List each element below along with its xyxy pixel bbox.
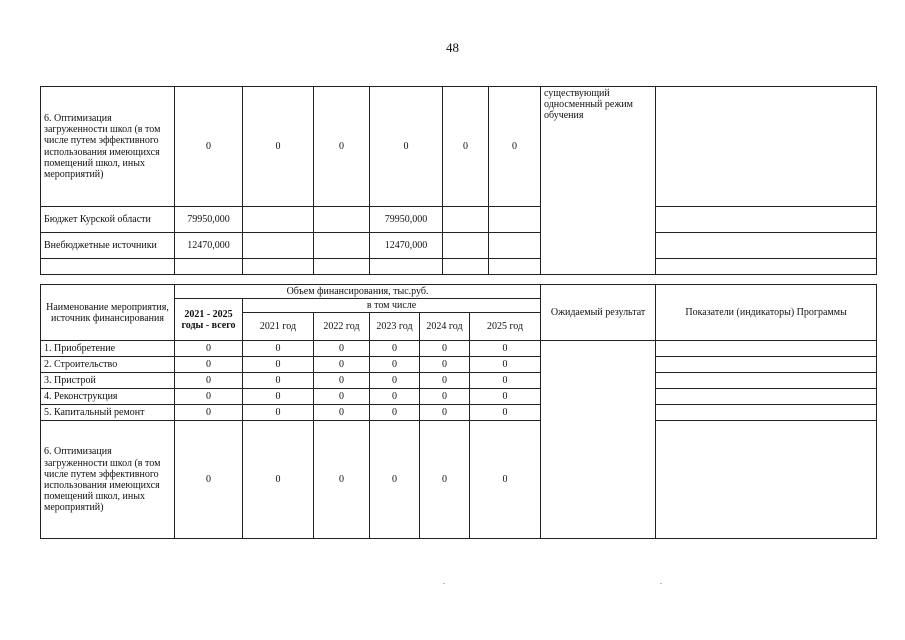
value-2025 bbox=[489, 207, 541, 233]
value-2025: 0 bbox=[470, 405, 541, 421]
value-2021: 0 bbox=[243, 341, 314, 357]
header-year: 2021 год bbox=[243, 313, 314, 341]
value-total: 0 bbox=[175, 373, 243, 389]
value-2023: 0 bbox=[370, 341, 420, 357]
table-row bbox=[41, 233, 877, 259]
value-2022 bbox=[314, 207, 370, 233]
scan-speck bbox=[443, 583, 445, 584]
page-number: 48 bbox=[446, 40, 459, 55]
table-row bbox=[41, 373, 877, 389]
value-total: 0 bbox=[175, 87, 243, 207]
value-2021: 0 bbox=[243, 357, 314, 373]
header-indicators: Показатели (индикаторы) Программы bbox=[656, 285, 877, 341]
value-2025: 0 bbox=[470, 341, 541, 357]
header-result: Ожидаемый результат bbox=[541, 285, 656, 341]
indicator-cell bbox=[656, 389, 877, 405]
header-year: 2025 год bbox=[470, 313, 541, 341]
value-2022 bbox=[314, 233, 370, 259]
value-total: 0 bbox=[175, 405, 243, 421]
header-measure: Наименование мероприятия, источник финансирования bbox=[41, 285, 175, 341]
value-2024: 0 bbox=[420, 405, 470, 421]
header-funding: Объем финансирования, тыс.руб. bbox=[175, 285, 541, 299]
header-row bbox=[41, 285, 877, 299]
indicator-cell bbox=[656, 341, 877, 357]
value-total: 12470,000 bbox=[175, 233, 243, 259]
value-2024: 0 bbox=[420, 389, 470, 405]
indicator-cell bbox=[656, 233, 877, 259]
value-2023: 12470,000 bbox=[370, 233, 443, 259]
lower-funding-table bbox=[40, 284, 877, 539]
measure-name: 1. Приобретение bbox=[41, 341, 175, 357]
source-name: Бюджет Курской области bbox=[41, 207, 175, 233]
table-row bbox=[41, 405, 877, 421]
value-2025: 0 bbox=[470, 373, 541, 389]
indicator-cell bbox=[656, 87, 877, 207]
measure-name: 3. Пристрой bbox=[41, 373, 175, 389]
value-total: 0 bbox=[175, 421, 243, 539]
value-2021: 0 bbox=[243, 373, 314, 389]
value-2021 bbox=[243, 207, 314, 233]
value-2022: 0 bbox=[314, 373, 370, 389]
value-2024 bbox=[443, 207, 489, 233]
value-2025: 0 bbox=[470, 357, 541, 373]
value-2025: 0 bbox=[489, 87, 541, 207]
indicator-cell bbox=[656, 405, 877, 421]
upper-funding-table bbox=[40, 86, 877, 275]
measure-name: 4. Реконструкция bbox=[41, 389, 175, 405]
value-2024 bbox=[443, 233, 489, 259]
indicator-cell bbox=[656, 207, 877, 233]
indicator-cell bbox=[656, 421, 877, 539]
measure-name: 5. Капитальный ремонт bbox=[41, 405, 175, 421]
measure-name: 2. Строительство bbox=[41, 357, 175, 373]
value-2025 bbox=[489, 233, 541, 259]
value-2022: 0 bbox=[314, 357, 370, 373]
header-total: 2021 - 2025 годы - всего bbox=[175, 299, 243, 341]
value-2023: 0 bbox=[370, 389, 420, 405]
value-2024: 0 bbox=[420, 357, 470, 373]
value-2021: 0 bbox=[243, 389, 314, 405]
measure-name: 6. Оптимизация загруженности школ (в том числе путем эффективного использования имеющихся помещений школ, иных мероприятий) bbox=[41, 421, 175, 539]
header-year: 2022 год bbox=[314, 313, 370, 341]
indicator-cell bbox=[656, 357, 877, 373]
value-2023: 0 bbox=[370, 421, 420, 539]
source-name: Внебюджетные источники bbox=[41, 233, 175, 259]
value-2023: 0 bbox=[370, 357, 420, 373]
value-2023: 0 bbox=[370, 405, 420, 421]
value-2023: 0 bbox=[370, 87, 443, 207]
value-2021: 0 bbox=[243, 87, 314, 207]
table-row bbox=[41, 87, 877, 207]
measure-name: 6. Оптимизация загруженности школ (в том числе путем эффективного использования имеющихся помещений школ, иных мероприятий) bbox=[41, 87, 175, 207]
value-2023: 79950,000 bbox=[370, 207, 443, 233]
header-year: 2024 год bbox=[420, 313, 470, 341]
table-row bbox=[41, 421, 877, 539]
value-2022: 0 bbox=[314, 389, 370, 405]
value-2024: 0 bbox=[443, 87, 489, 207]
value-2025: 0 bbox=[470, 389, 541, 405]
expected-result bbox=[541, 341, 656, 539]
value-total: 0 bbox=[175, 341, 243, 357]
value-2021: 0 bbox=[243, 421, 314, 539]
value-2024: 0 bbox=[420, 373, 470, 389]
value-2021: 0 bbox=[243, 405, 314, 421]
value-2022: 0 bbox=[314, 87, 370, 207]
value-2022: 0 bbox=[314, 341, 370, 357]
value-2022: 0 bbox=[314, 405, 370, 421]
header-year: 2023 год bbox=[370, 313, 420, 341]
value-2025: 0 bbox=[470, 421, 541, 539]
value-2023: 0 bbox=[370, 373, 420, 389]
indicator-cell bbox=[656, 373, 877, 389]
value-total: 0 bbox=[175, 357, 243, 373]
table-row bbox=[41, 389, 877, 405]
table-row bbox=[41, 341, 877, 357]
value-2022: 0 bbox=[314, 421, 370, 539]
expected-result: существующий односменный режим обучения bbox=[541, 87, 656, 275]
value-total: 0 bbox=[175, 389, 243, 405]
table-row bbox=[41, 207, 877, 233]
value-2021 bbox=[243, 233, 314, 259]
value-2024: 0 bbox=[420, 421, 470, 539]
header-including: в том числе bbox=[243, 299, 541, 313]
value-total: 79950,000 bbox=[175, 207, 243, 233]
table-row bbox=[41, 259, 877, 275]
table-row bbox=[41, 357, 877, 373]
scan-speck bbox=[660, 583, 662, 584]
value-2024: 0 bbox=[420, 341, 470, 357]
